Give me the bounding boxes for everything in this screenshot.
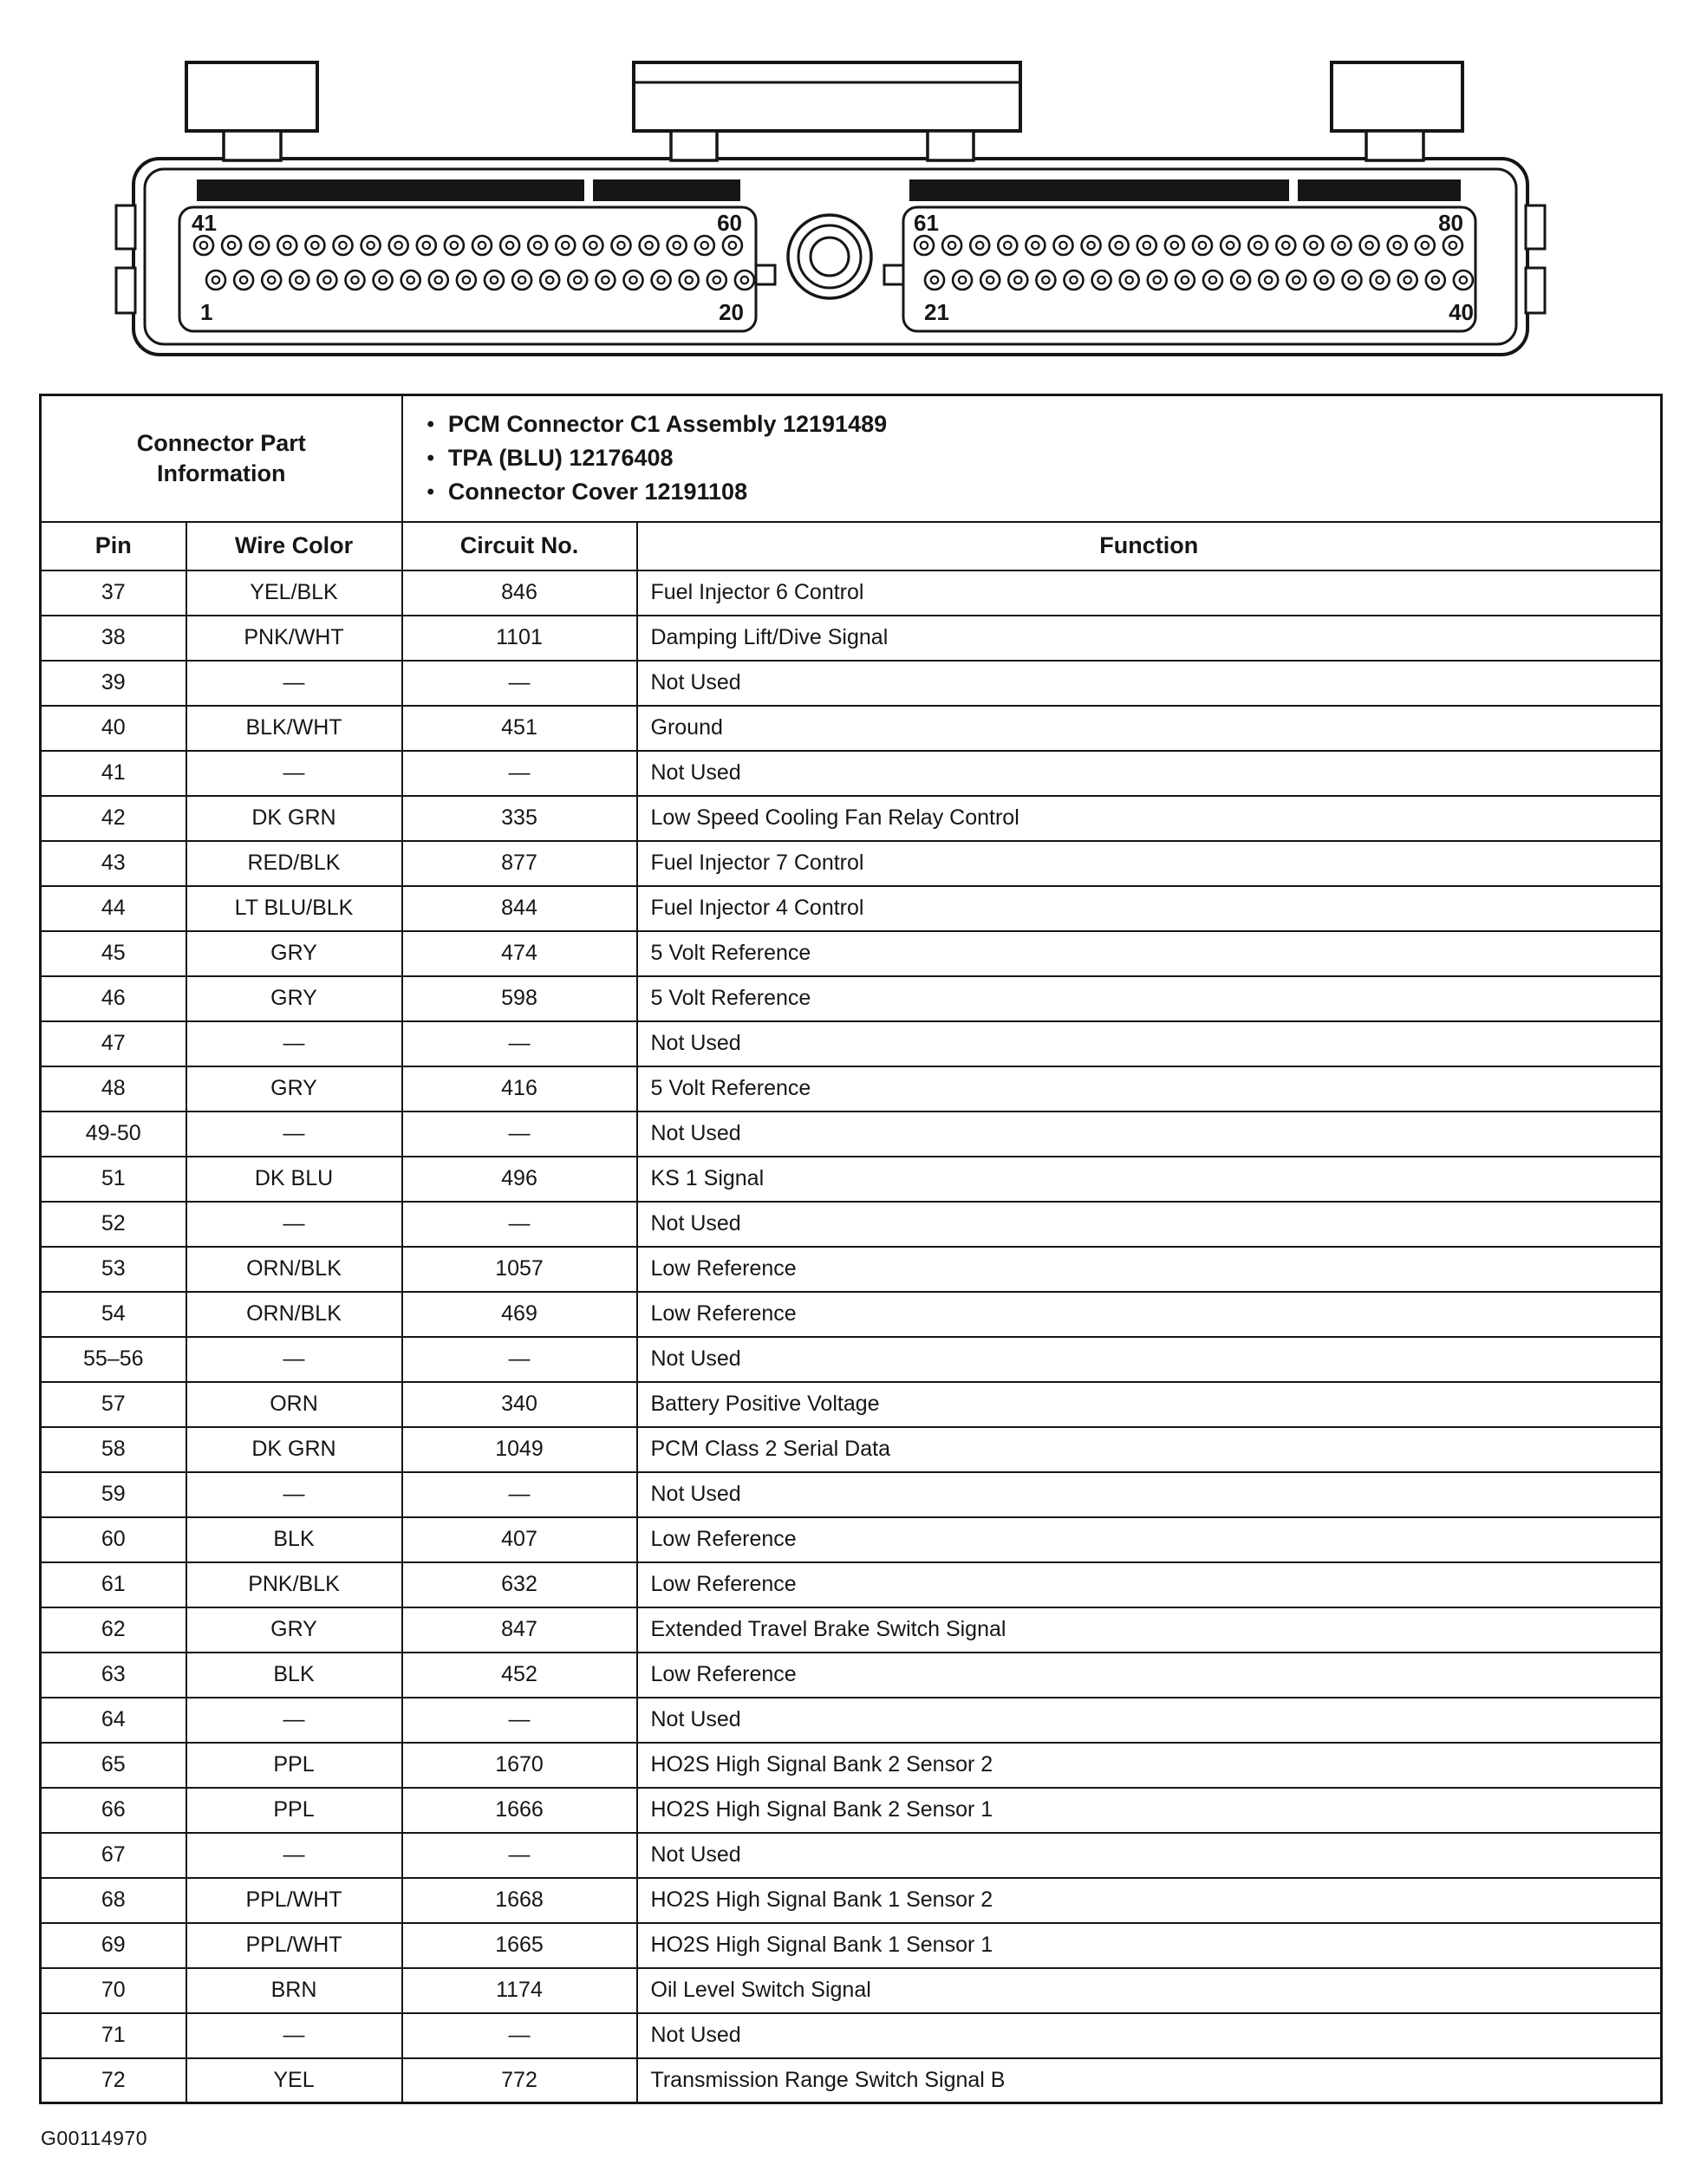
connector-pin [1137, 236, 1156, 255]
pin-range-label: 1 [200, 299, 213, 325]
function-cell: Low Speed Cooling Fan Relay Control [637, 796, 1662, 841]
pin-cell: 71 [41, 2013, 186, 2058]
circuit-cell: — [402, 1112, 637, 1157]
wire-color-cell: GRY [186, 1066, 402, 1112]
pin-cell: 39 [41, 661, 186, 706]
table-row [41, 570, 1662, 616]
wire-color-cell: RED/BLK [186, 841, 402, 886]
connector-pin [1314, 271, 1333, 290]
function-cell: HO2S High Signal Bank 2 Sensor 2 [637, 1743, 1662, 1788]
wire-color-cell: PPL [186, 1788, 402, 1833]
circuit-cell: — [402, 2013, 637, 2058]
pin-cell: 54 [41, 1292, 186, 1337]
function-cell: Low Reference [637, 1562, 1662, 1607]
connector-pin [583, 236, 602, 255]
pin-range-label: 60 [717, 210, 742, 236]
connector-pin [723, 236, 742, 255]
circuit-cell: 407 [402, 1517, 637, 1562]
bullet-icon: • [427, 446, 434, 470]
table-row [41, 706, 1662, 751]
pcm-connector-diagram [0, 0, 1700, 381]
connector-pin [361, 236, 381, 255]
connector-pin [250, 236, 269, 255]
wire-color-cell: GRY [186, 1607, 402, 1653]
connector-pin [1176, 271, 1195, 290]
connector-pin [942, 236, 961, 255]
column-header-circuit: Circuit No. [402, 522, 637, 570]
circuit-cell: 451 [402, 706, 637, 751]
part-info-text: PCM Connector C1 Assembly 12191489 [447, 411, 888, 438]
wire-color-cell: — [186, 1021, 402, 1066]
table-row [41, 616, 1662, 661]
pin-range-label: 80 [1438, 210, 1463, 236]
pin-cell: 60 [41, 1517, 186, 1562]
connector-pin [317, 271, 336, 290]
connector-pin [1054, 236, 1073, 255]
pin-cell: 66 [41, 1788, 186, 1833]
function-cell: Not Used [637, 661, 1662, 706]
connector-pin [925, 271, 944, 290]
connector-pin [568, 271, 587, 290]
column-header-pin: Pin [41, 522, 186, 570]
pin-cell: 67 [41, 1833, 186, 1878]
function-cell: Fuel Injector 6 Control [637, 570, 1662, 616]
table-row [41, 1562, 1662, 1607]
connector-pin [429, 271, 448, 290]
part-info-item [427, 479, 1661, 505]
circuit-cell: — [402, 1021, 637, 1066]
connector-pin [1036, 271, 1055, 290]
connector-pin [915, 236, 934, 255]
pin-range-label: 61 [914, 210, 939, 236]
circuit-cell: 846 [402, 570, 637, 616]
connector-pin [1360, 236, 1379, 255]
pin-cell: 59 [41, 1472, 186, 1517]
circuit-cell: — [402, 1337, 637, 1382]
function-cell: Not Used [637, 1698, 1662, 1743]
function-cell: Not Used [637, 2013, 1662, 2058]
pinout-table [39, 394, 1663, 2104]
circuit-cell: 1049 [402, 1427, 637, 1472]
pin-cell: 68 [41, 1878, 186, 1923]
connector-pin [1259, 271, 1278, 290]
pin-cell: 40 [41, 706, 186, 751]
part-info-list [402, 395, 1662, 522]
circuit-cell: 469 [402, 1292, 637, 1337]
function-cell: Not Used [637, 1202, 1662, 1247]
connector-top-tabs [186, 62, 1462, 160]
pin-cell: 38 [41, 616, 186, 661]
connector-pin [1304, 236, 1323, 255]
circuit-cell: — [402, 1202, 637, 1247]
connector-pin [1286, 271, 1306, 290]
wire-color-cell: PPL/WHT [186, 1878, 402, 1923]
connector-pin [1008, 271, 1027, 290]
table-row [41, 1337, 1662, 1382]
connector-pin [500, 236, 519, 255]
circuit-cell: 1101 [402, 616, 637, 661]
part-info-item [427, 411, 1661, 438]
table-row [41, 1066, 1662, 1112]
bullet-icon: • [427, 479, 434, 504]
circuit-cell: — [402, 1698, 637, 1743]
pin-cell: 43 [41, 841, 186, 886]
connector-pin [445, 236, 464, 255]
pin-cell: 51 [41, 1157, 186, 1202]
connector-pin [485, 271, 504, 290]
circuit-cell: 496 [402, 1157, 637, 1202]
connector-pin [417, 236, 436, 255]
table-row [41, 841, 1662, 886]
connector-pin [290, 271, 309, 290]
connector-pin [1443, 236, 1462, 255]
table-row [41, 1878, 1662, 1923]
wire-color-cell: DK GRN [186, 1427, 402, 1472]
connector-pin [1120, 271, 1139, 290]
pin-cell: 52 [41, 1202, 186, 1247]
connector-pin [1026, 236, 1045, 255]
wire-color-cell: — [186, 1112, 402, 1157]
wire-color-cell: BLK [186, 1517, 402, 1562]
table-row [41, 886, 1662, 931]
table-row [41, 1382, 1662, 1427]
pin-cell: 46 [41, 976, 186, 1021]
pin-cell: 45 [41, 931, 186, 976]
function-cell: 5 Volt Reference [637, 1066, 1662, 1112]
pin-cell: 44 [41, 886, 186, 931]
figure-id-caption: G00114970 [41, 2127, 148, 2149]
pin-cell: 64 [41, 1698, 186, 1743]
connector-pin [1203, 271, 1222, 290]
connector-pin [1065, 271, 1084, 290]
column-header-function: Function [637, 522, 1662, 570]
function-cell: Fuel Injector 4 Control [637, 886, 1662, 931]
pin-cell: 63 [41, 1653, 186, 1698]
pin-cell: 47 [41, 1021, 186, 1066]
connector-pin [640, 236, 659, 255]
column-header-row [41, 522, 1662, 570]
table-row [41, 1292, 1662, 1337]
wire-color-cell: YEL [186, 2058, 402, 2103]
table-row [41, 1653, 1662, 1698]
wire-color-cell: — [186, 1833, 402, 1878]
pin-cell: 65 [41, 1743, 186, 1788]
wire-color-cell: — [186, 1202, 402, 1247]
connector-pin [1092, 271, 1111, 290]
wire-color-cell: — [186, 2013, 402, 2058]
function-cell: Battery Positive Voltage [637, 1382, 1662, 1427]
circuit-cell: 340 [402, 1382, 637, 1427]
table-row [41, 1923, 1662, 1968]
connector-pin [980, 271, 1000, 290]
column-header-wire: Wire Color [186, 522, 402, 570]
wire-color-cell: BLK/WHT [186, 706, 402, 751]
function-cell: Not Used [637, 1472, 1662, 1517]
table-row [41, 1698, 1662, 1743]
function-cell: Low Reference [637, 1247, 1662, 1292]
table-row [41, 1157, 1662, 1202]
table-row [41, 976, 1662, 1021]
part-info-text: TPA (BLU) 12176408 [447, 445, 674, 472]
circuit-cell: 847 [402, 1607, 637, 1653]
table-row [41, 751, 1662, 796]
function-cell: Low Reference [637, 1292, 1662, 1337]
circuit-cell: 474 [402, 931, 637, 976]
function-cell: Ground [637, 706, 1662, 751]
table-row [41, 1202, 1662, 1247]
table-row [41, 1247, 1662, 1292]
pin-cell: 57 [41, 1382, 186, 1427]
wire-color-cell: DK BLU [186, 1157, 402, 1202]
wire-color-cell: PNK/BLK [186, 1562, 402, 1607]
wire-color-cell: LT BLU/BLK [186, 886, 402, 931]
circuit-cell: 598 [402, 976, 637, 1021]
connector-pin [305, 236, 324, 255]
table-row [41, 1607, 1662, 1653]
function-cell: Low Reference [637, 1517, 1662, 1562]
pin-cell: 61 [41, 1562, 186, 1607]
table-row [41, 931, 1662, 976]
function-cell: Not Used [637, 1021, 1662, 1066]
connector-pin [1148, 271, 1167, 290]
table-row [41, 1517, 1662, 1562]
table-row [41, 1427, 1662, 1472]
table-row [41, 1788, 1662, 1833]
connector-pin [472, 236, 492, 255]
table-row [41, 1021, 1662, 1066]
connector-pin [1082, 236, 1101, 255]
function-cell: PCM Class 2 Serial Data [637, 1427, 1662, 1472]
wire-color-cell: ORN [186, 1382, 402, 1427]
circuit-cell: 632 [402, 1562, 637, 1607]
connector-pin [970, 236, 989, 255]
connector-pin [596, 271, 615, 290]
connector-pin [194, 236, 213, 255]
part-info-text: Connector Cover 12191108 [447, 479, 748, 505]
connector-pin [206, 271, 225, 290]
table-row [41, 2058, 1662, 2103]
function-cell: Low Reference [637, 1653, 1662, 1698]
connector-pin [998, 236, 1017, 255]
wire-color-cell: ORN/BLK [186, 1292, 402, 1337]
table-row [41, 1743, 1662, 1788]
table-row [41, 1968, 1662, 2013]
connector-pin [695, 236, 714, 255]
function-cell: KS 1 Signal [637, 1157, 1662, 1202]
connector-pin [1416, 236, 1435, 255]
connector-pin [612, 236, 631, 255]
connector-pin [234, 271, 253, 290]
function-cell: 5 Volt Reference [637, 976, 1662, 1021]
wire-color-cell: — [186, 661, 402, 706]
connector-pin [222, 236, 241, 255]
connector-pin [707, 271, 726, 290]
connector-pin [277, 236, 296, 255]
function-cell: Not Used [637, 751, 1662, 796]
pin-cell: 58 [41, 1427, 186, 1472]
circuit-cell: 1666 [402, 1788, 637, 1833]
pin-cell: 48 [41, 1066, 186, 1112]
pin-cell: 55–56 [41, 1337, 186, 1382]
wire-color-cell: PPL [186, 1743, 402, 1788]
table-row [41, 1472, 1662, 1517]
wire-color-cell: YEL/BLK [186, 570, 402, 616]
connector-pin [1388, 236, 1407, 255]
wire-color-cell: PPL/WHT [186, 1923, 402, 1968]
pin-range-label: 20 [719, 299, 744, 325]
part-info-label: Connector Part Information [136, 429, 306, 486]
connector-pin [334, 236, 353, 255]
connector-pin [401, 271, 420, 290]
table-row [41, 796, 1662, 841]
circuit-cell: 1174 [402, 1968, 637, 2013]
pin-range-label: 41 [192, 210, 217, 236]
circuit-cell: 877 [402, 841, 637, 886]
wire-color-cell: BLK [186, 1653, 402, 1698]
circuit-cell: 1665 [402, 1923, 637, 1968]
wire-color-cell: ORN/BLK [186, 1247, 402, 1292]
circuit-cell: 772 [402, 2058, 637, 2103]
wire-color-cell: — [186, 1698, 402, 1743]
wire-color-cell: GRY [186, 931, 402, 976]
connector-pin [1276, 236, 1295, 255]
pin-range-label: 21 [924, 299, 949, 325]
circuit-cell: 1668 [402, 1878, 637, 1923]
connector-pin [1343, 271, 1362, 290]
wire-color-cell: — [186, 1472, 402, 1517]
table-row [41, 661, 1662, 706]
wire-color-cell: PNK/WHT [186, 616, 402, 661]
function-cell: HO2S High Signal Bank 1 Sensor 2 [637, 1878, 1662, 1923]
circuit-cell: — [402, 1833, 637, 1878]
pin-cell: 53 [41, 1247, 186, 1292]
circuit-cell: 844 [402, 886, 637, 931]
part-info-row [41, 395, 1662, 522]
circuit-cell: 335 [402, 796, 637, 841]
connector-pin [1371, 271, 1390, 290]
connector-pin [668, 236, 687, 255]
pin-cell: 42 [41, 796, 186, 841]
pin-cell: 70 [41, 1968, 186, 2013]
function-cell: HO2S High Signal Bank 1 Sensor 1 [637, 1923, 1662, 1968]
table-row [41, 1112, 1662, 1157]
circuit-cell: 452 [402, 1653, 637, 1698]
pin-cell: 41 [41, 751, 186, 796]
circuit-cell: — [402, 751, 637, 796]
circuit-cell: 1057 [402, 1247, 637, 1292]
connector-pin [680, 271, 699, 290]
connector-pin [1454, 271, 1473, 290]
connector-pin [953, 271, 972, 290]
function-cell: HO2S High Signal Bank 2 Sensor 1 [637, 1788, 1662, 1833]
pinout-table-body [41, 570, 1662, 2103]
connector-pin [652, 271, 671, 290]
wire-color-cell: DK GRN [186, 796, 402, 841]
function-cell: 5 Volt Reference [637, 931, 1662, 976]
connector-pin [556, 236, 575, 255]
connector-pin [540, 271, 559, 290]
table-row [41, 2013, 1662, 2058]
pin-cell: 62 [41, 1607, 186, 1653]
circuit-cell: — [402, 661, 637, 706]
function-cell: Not Used [637, 1337, 1662, 1382]
pin-range-label: 40 [1449, 299, 1474, 325]
function-cell: Damping Lift/Dive Signal [637, 616, 1662, 661]
connector-pin [735, 271, 754, 290]
function-cell: Extended Travel Brake Switch Signal [637, 1607, 1662, 1653]
wire-color-cell: GRY [186, 976, 402, 1021]
bullet-icon: • [427, 412, 434, 436]
connector-bolt [788, 215, 871, 298]
table-row [41, 1833, 1662, 1878]
wire-color-cell: BRN [186, 1968, 402, 2013]
connector-pin [528, 236, 547, 255]
connector-pin [262, 271, 281, 290]
wire-color-cell: — [186, 751, 402, 796]
connector-pin [389, 236, 408, 255]
wire-color-cell: — [186, 1337, 402, 1382]
pin-cell: 49-50 [41, 1112, 186, 1157]
function-cell: Fuel Injector 7 Control [637, 841, 1662, 886]
function-cell: Not Used [637, 1833, 1662, 1878]
circuit-cell: — [402, 1472, 637, 1517]
connector-part-info-header [41, 395, 402, 522]
connector-pin [1193, 236, 1212, 255]
connector-pin [1398, 271, 1417, 290]
connector-pin [1221, 236, 1240, 255]
pin-cell: 69 [41, 1923, 186, 1968]
connector-pin [1165, 236, 1184, 255]
connector-pin [624, 271, 643, 290]
circuit-cell: 416 [402, 1066, 637, 1112]
pin-cell: 72 [41, 2058, 186, 2103]
pin-cell: 37 [41, 570, 186, 616]
part-info-item [427, 445, 1661, 472]
connector-pin [457, 271, 476, 290]
connector-pin [512, 271, 531, 290]
connector-pin [1426, 271, 1445, 290]
connector-pin [1332, 236, 1352, 255]
function-cell: Not Used [637, 1112, 1662, 1157]
connector-pin [374, 271, 393, 290]
function-cell: Oil Level Switch Signal [637, 1968, 1662, 2013]
circuit-cell: 1670 [402, 1743, 637, 1788]
connector-pin [1248, 236, 1267, 255]
connector-pin [346, 271, 365, 290]
connector-pin [1110, 236, 1129, 255]
connector-pin [1231, 271, 1250, 290]
function-cell: Transmission Range Switch Signal B [637, 2058, 1662, 2103]
